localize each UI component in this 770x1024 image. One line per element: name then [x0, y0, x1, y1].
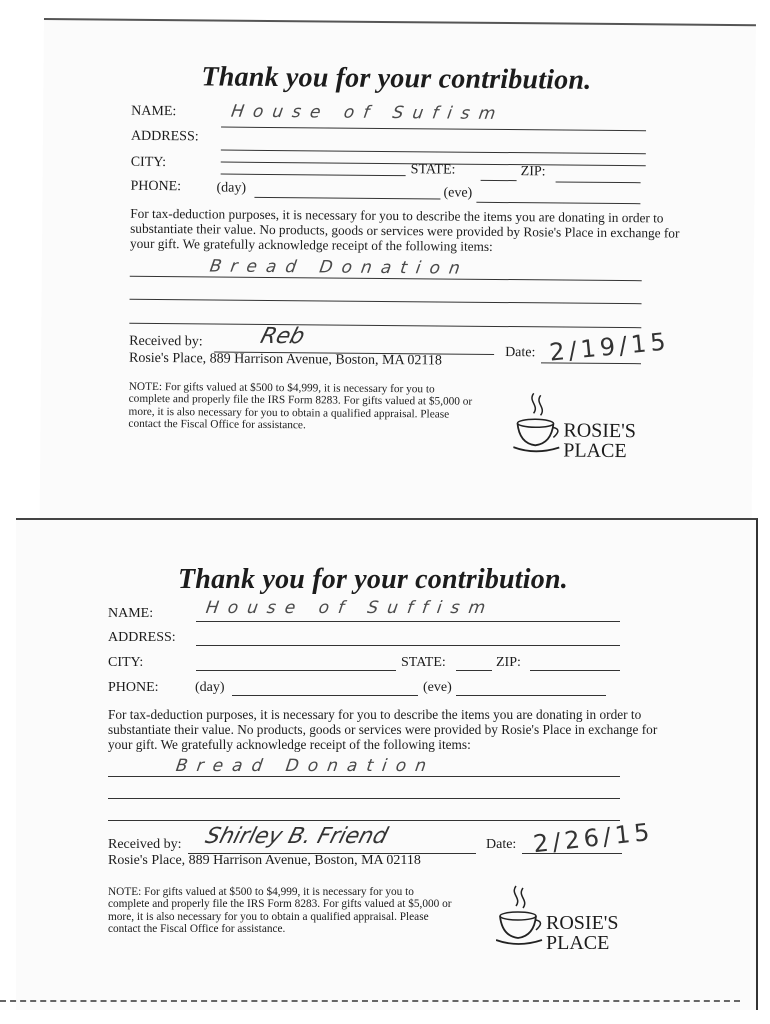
name-line	[196, 621, 620, 622]
logo-text-rosies: ROSIE'S	[546, 912, 619, 934]
address-label: ADDRESS:	[108, 630, 176, 645]
coffee-cup-icon	[496, 882, 546, 952]
logo-text-place: PLACE	[546, 932, 610, 954]
items-handwritten-value: Bread Donation	[208, 256, 471, 279]
tax-deduction-paragraph: For tax-deduction purposes, it is necessary for you to describe the items you are donating in order to substantiate their value. No products, goods or services were provided by Rosie's Place in exchange for your gift. We gratefully acknowledge receipt of the following items:	[129, 205, 680, 254]
name-label: NAME:	[131, 103, 177, 120]
form-title: Thank you for your contribution.	[178, 564, 568, 595]
day-phone-line	[232, 695, 418, 696]
city-label: CITY:	[130, 154, 167, 171]
date-handwritten-value: 2/26/15	[531, 817, 655, 859]
received-by-label: Received by:	[129, 333, 203, 350]
logo-text-place: PLACE	[563, 439, 627, 463]
day-phone-line	[254, 197, 440, 200]
form-title: Thank you for your contribution.	[201, 61, 592, 96]
zip-label: ZIP:	[496, 655, 521, 670]
received-by-signature: Reb	[257, 323, 308, 350]
address-label: ADDRESS:	[130, 128, 199, 145]
state-label: STATE:	[410, 162, 456, 178]
cut-line	[0, 1000, 740, 1002]
zip-label: ZIP:	[520, 164, 546, 180]
rosies-place-address: Rosie's Place, 889 Harrison Avenue, Boston, MA 02118	[108, 853, 421, 868]
name-label: NAME:	[108, 606, 154, 621]
eve-phone-label: (eve)	[423, 680, 452, 695]
address-line	[196, 645, 620, 646]
state-label: STATE:	[401, 655, 446, 670]
receipt-form-bottom	[16, 518, 758, 1010]
items-line-3	[108, 820, 620, 821]
name-line	[221, 127, 646, 132]
city-line	[196, 670, 396, 671]
received-by-signature: Shirley B. Friend	[202, 824, 391, 849]
items-line-1	[108, 776, 620, 777]
logo-text-rosies: ROSIE'S	[563, 419, 637, 443]
eve-phone-label: (eve)	[443, 185, 473, 201]
phone-label: PHONE:	[130, 178, 182, 195]
form-body	[128, 61, 692, 463]
irs-note: NOTE: For gifts valued at $500 to $4,999, it is necessary for you to complete and properly file the IRS Form 8283. For gifts valued at $5,000 or more, it is also necessary for you to obtain a qualified appraisal. Please contact the Fiscal Office for assistance.	[128, 380, 473, 432]
zip-line	[556, 181, 641, 183]
coffee-cup-icon	[513, 389, 564, 459]
items-line-3	[129, 323, 641, 328]
day-phone-label: (day)	[216, 180, 247, 196]
address-line	[221, 150, 646, 155]
name-handwritten-value: House of Sufism	[229, 101, 506, 125]
date-label: Date:	[486, 837, 517, 852]
items-line-2	[108, 798, 620, 799]
name-handwritten-value: House of Suffism	[204, 598, 496, 618]
city-line	[221, 174, 406, 177]
date-label-text: Date:	[505, 345, 536, 361]
day-phone-label: (day)	[195, 680, 225, 695]
city-label: CITY:	[108, 655, 144, 670]
eve-phone-line	[476, 202, 640, 204]
zip-line	[530, 670, 620, 671]
irs-note: NOTE: For gifts valued at $500 to $4,999, it is necessary for you to complete and properly file the IRS Form 8283. For gifts valued at $5,000 or more, it is also necessary for you to obtain a qualified appraisal. Please contact the Fiscal Office for assistance.	[108, 886, 452, 936]
date-handwritten-value: 2/19/15	[548, 327, 671, 367]
items-handwritten-value: Bread Donation	[174, 756, 437, 776]
state-line	[456, 670, 492, 671]
receipt-form-top	[40, 18, 756, 524]
items-line-2	[130, 299, 642, 304]
tax-deduction-paragraph: For tax-deduction purposes, it is necessary for you to describe the items you are donating in order to substantiate their value. No products, goods or services were provided by Rosie's Place in exchange for your gift. We gratefully acknowledge receipt of the following items:	[108, 707, 658, 752]
rosies-place-address: Rosie's Place, 889 Harrison Avenue, Boston, MA 02118	[128, 350, 442, 369]
received-by-label: Received by:	[108, 837, 182, 852]
rosies-place-logo	[496, 882, 646, 952]
state-line	[481, 180, 517, 181]
eve-phone-line	[456, 695, 606, 696]
rosies-place-logo	[513, 389, 664, 463]
phone-label: PHONE:	[108, 680, 159, 695]
